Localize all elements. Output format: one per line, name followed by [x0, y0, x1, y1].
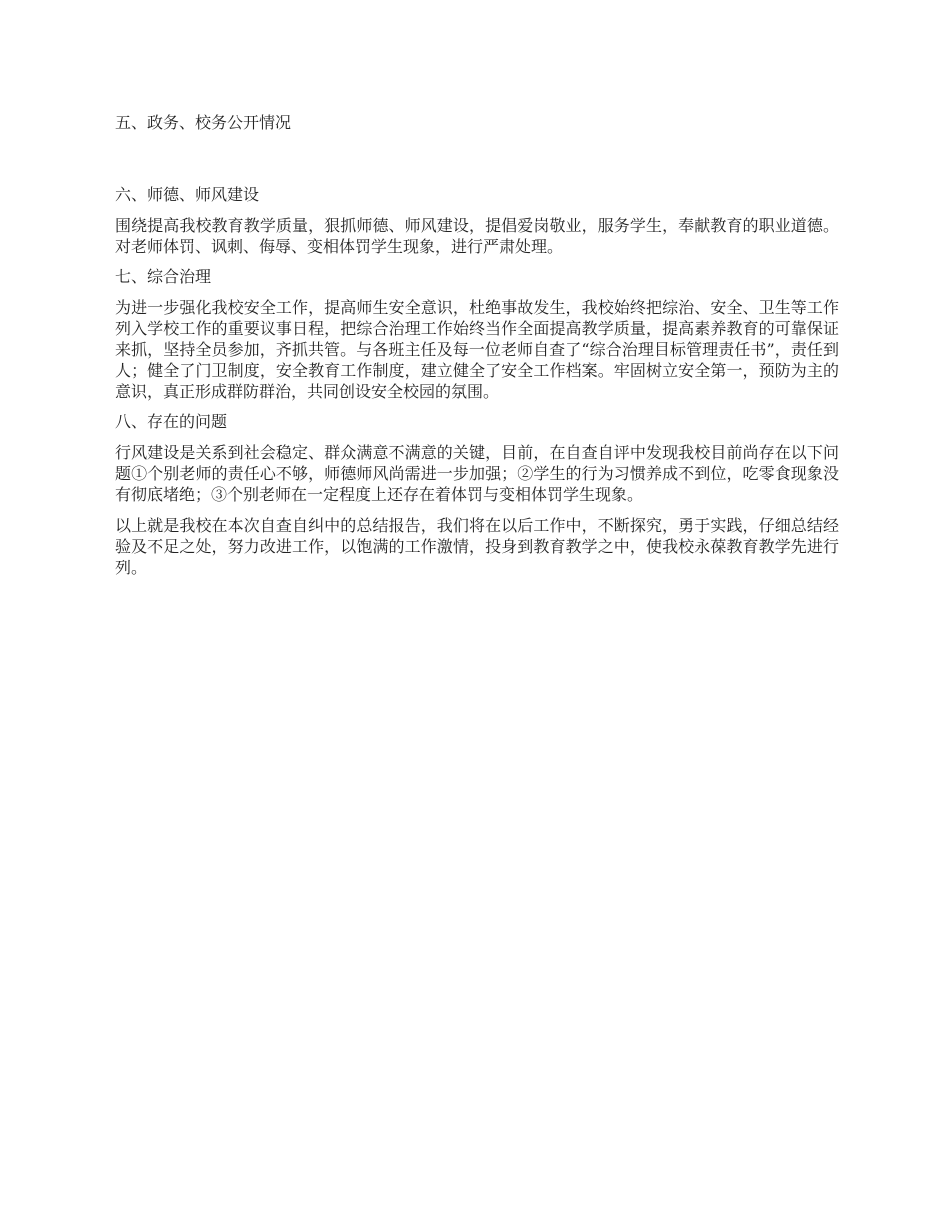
- section-heading-7: 七、综合治理: [115, 267, 212, 286]
- document-body: [115, 112, 839, 578]
- section-heading-5: 五、政务、校务公开情况: [115, 113, 292, 132]
- section-paragraph-7: 为进一步强化我校安全工作，提高师生安全意识，杜绝事故发生，我校始终把综治、安全、卫生等工作列入学校工作的重要议事日程，把综合治理工作始终当作全面提高教学质量，提高素养教育的可靠保证来抓，坚持全员参加，齐抓共管。与各班主任及每一位老师自查了“综合治理目标管理责任书”，责任到人；健全了门卫制度，安全教育工作制度，建立健全了安全工作档案。牢固树立安全第一，预防为主的意识，真正形成群防群治，共同创设安全校园的氛围。: [115, 298, 839, 401]
- section-heading-8: 八、存在的问题: [115, 412, 228, 431]
- section-paragraph-6: 围绕提高我校教育教学质量，狠抓师德、师风建设，提倡爱岗敬业，服务学生，奉献教育的职业道德。对老师体罚、讽刺、侮辱、变相体罚学生现象，进行严肃处理。: [115, 216, 839, 256]
- conclusion-paragraph: 以上就是我校在本次自查自纠中的总结报告，我们将在以后工作中，不断探究，勇于实践，仔细总结经验及不足之处，努力改进工作，以饱满的工作激情，投身到教育教学之中，使我校永葆教育教学先进行列。: [115, 516, 839, 577]
- section-heading-6: 六、师德、师风建设: [115, 185, 260, 204]
- section-paragraph-8: 行风建设是关系到社会稳定、群众满意不满意的关键，目前，在自查自评中发现我校目前尚存在以下问题①个别老师的责任心不够，师德师风尚需进一步加强；②学生的行为习惯养成不到位，吃零食现象没有彻底堵绝；③个别老师在一定程度上还存在着体罚与变相体罚学生现象。: [115, 443, 839, 504]
